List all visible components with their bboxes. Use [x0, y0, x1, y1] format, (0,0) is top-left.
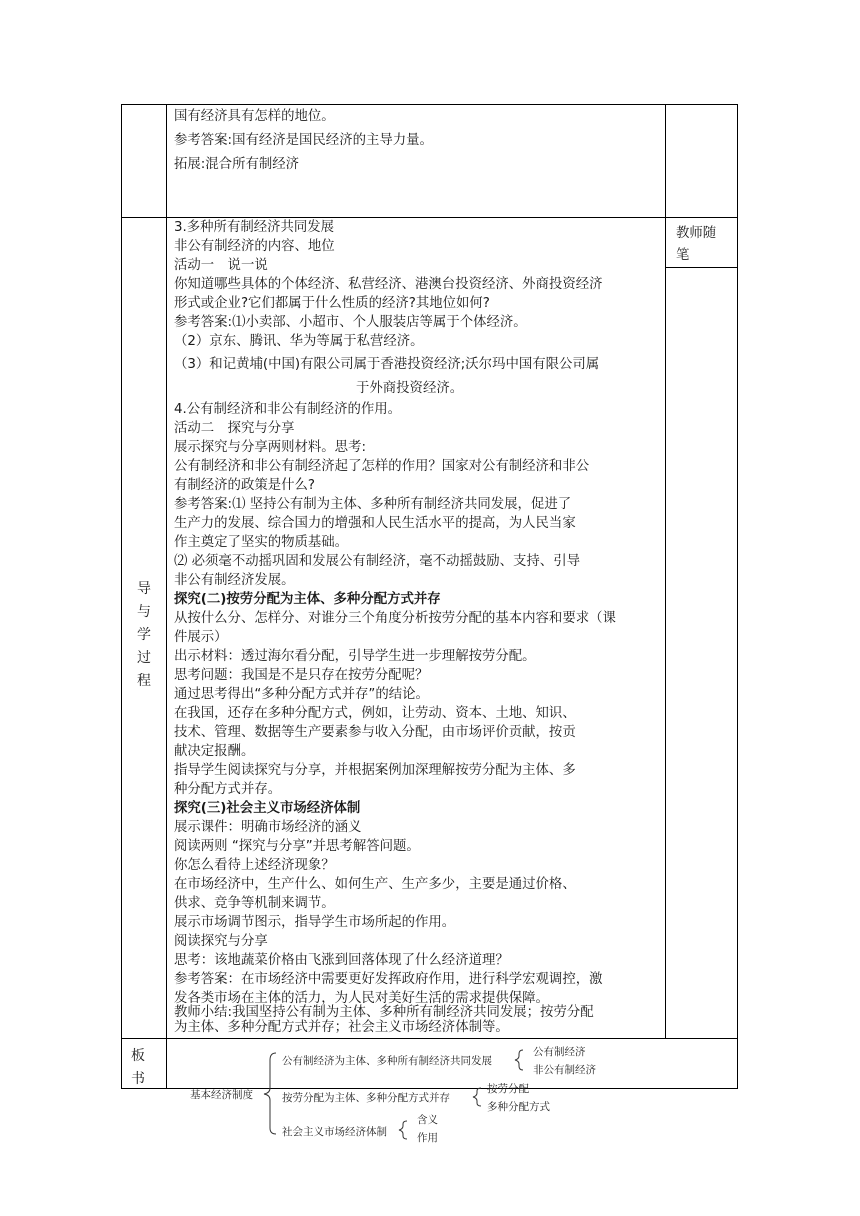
side-label-char: 导 — [137, 581, 151, 597]
row1-line: 国有经济具有怎样的地位。 — [174, 109, 335, 124]
section-heading: 探究(三)社会主义市场经济体制 — [174, 801, 361, 816]
lesson-line: 阅读两则 “探究与分享”并思考解答问题。 — [174, 839, 420, 854]
lesson-line: 展示探究与分享两则材料。思考: — [174, 440, 366, 455]
lesson-line: 生产力的发展、综合国力的增强和人民生活水平的提高，为人民当家 — [174, 516, 576, 531]
board-item: 含义 — [417, 1114, 438, 1126]
lesson-line: ⑵ 必须毫不动摇巩固和发展公有制经济，毫不动摇鼓励、支持、引导 — [174, 554, 580, 569]
lesson-line: 活动二 探究与分享 — [174, 421, 295, 436]
board-branch: 社会主义市场经济体制 — [282, 1126, 387, 1138]
lesson-line: 公有制经济和非公有制经济起了怎样的作用？国家对公有制经济和非公 — [174, 459, 590, 474]
teacher-notes-label: 教师随 — [676, 226, 717, 241]
lesson-line: 从按什么分、怎样分、对谁分三个角度分析按劳分配的基本内容和要求（课 — [174, 611, 616, 626]
lesson-line: 4.公有制经济和非公有制经济的作用。 — [174, 402, 402, 417]
lesson-line: 思考问题：我国是不是只存在按劳分配呢？ — [174, 668, 429, 683]
lesson-line: 活动一 说一说 — [174, 258, 268, 273]
lesson-line: 非公有制经济发展。 — [174, 573, 295, 588]
lesson-line: 参考答案:⑴小卖部、小超市、个人服装店等属于个体经济。 — [174, 315, 527, 330]
board-item: 非公有制经济 — [533, 1064, 596, 1076]
board-item: 多种分配方式 — [487, 1101, 550, 1113]
lesson-line: 通过思考得出“多种分配方式并存”的结论。 — [174, 687, 429, 702]
lesson-line: 展示市场调节图示，指导学生市场所起的作用。 — [174, 915, 456, 930]
lesson-line: 在我国，还存在多种分配方式，例如，让劳动、资本、土地、知识、 — [174, 706, 576, 721]
side-label-char: 学 — [137, 627, 151, 643]
lesson-line: 为主体、多种分配方式并存；社会主义市场经济体制等。 — [174, 1020, 509, 1035]
lesson-line: 参考答案：在市场经济中需要更好发挥政府作用，进行科学宏观调控，激 — [174, 972, 603, 987]
lesson-line: 你怎么看待上述经济现象？ — [174, 858, 335, 873]
row1-line: 参考答案:国有经济是国民经济的主导力量。 — [174, 133, 433, 148]
lesson-line: 有制经济的政策是什么? — [174, 478, 316, 493]
teacher-notes-label: 笔 — [676, 248, 690, 263]
lesson-line: 在市场经济中，生产什么、如何生产、生产多少，主要是通过价格、 — [174, 877, 576, 892]
board-item: 公有制经济 — [533, 1046, 586, 1058]
board-branch: 公有制经济为主体、多种所有制经济共同发展 — [282, 1055, 492, 1067]
lesson-line: 作主奠定了坚实的物质基础。 — [174, 535, 349, 550]
lesson-line: 思考：该地蔬菜价格由飞涨到回落体现了什么经济道理？ — [174, 953, 509, 968]
section-heading: 探究(二)按劳分配为主体、多种分配方式并存 — [174, 592, 441, 607]
lesson-line: 献决定报酬。 — [174, 744, 255, 759]
lesson-line: 发各类市场在主体的活力，为人民对美好生活的需求提供保障。 — [174, 991, 549, 1006]
board-branch: 按劳分配为主体、多种分配方式并存 — [282, 1092, 450, 1104]
board-root: 基本经济制度 — [190, 1089, 253, 1101]
lesson-line: 种分配方式并存。 — [174, 782, 282, 797]
board-label-char: 板 — [131, 1048, 145, 1064]
board-label-char: 书 — [131, 1071, 145, 1087]
lesson-line: 参考答案:⑴ 坚持公有制为主体、多种所有制经济共同发展，促进了 — [174, 497, 572, 512]
board-item: 按劳分配 — [487, 1083, 529, 1095]
lesson-line: 出示材料：透过海尔看分配，引导学生进一步理解按劳分配。 — [174, 649, 536, 664]
lesson-line: 供求、竞争等机制来调节。 — [174, 896, 335, 911]
side-label-char: 程 — [137, 673, 151, 689]
lesson-line: 阅读探究与分享 — [174, 934, 268, 949]
side-label-char: 过 — [137, 650, 151, 666]
side-label-char: 与 — [137, 604, 151, 620]
lesson-line: （2）京东、腾讯、华为等属于私营经济。 — [174, 334, 424, 349]
lesson-line: 非公有制经济的内容、地位 — [174, 239, 335, 254]
lesson-line: 教师小结:我国坚持公有制为主体、多种所有制经济共同发展；按劳分配 — [174, 1005, 594, 1020]
lesson-line: （3）和记黄埔(中国)有限公司属于香港投资经济;沃尔玛中国有限公司属 — [174, 357, 600, 372]
lesson-line: 你知道哪些具体的个体经济、私营经济、港澳台投资经济、外商投资经济 — [174, 277, 603, 292]
lesson-line: 件展示） — [174, 630, 228, 645]
lesson-line: 指导学生阅读探究与分享，并根据案例加深理解按劳分配为主体、多 — [174, 763, 576, 778]
row1-line: 拓展:混合所有制经济 — [174, 157, 300, 172]
lesson-line: 形式或企业?它们都属于什么性质的经济?其地位如何? — [174, 296, 490, 311]
lesson-line: 于外商投资经济。 — [356, 381, 464, 396]
lesson-line: 3.多种所有制经济共同发展 — [174, 220, 335, 235]
lesson-line: 展示课件：明确市场经济的涵义 — [174, 820, 362, 835]
lesson-line: 技术、管理、数据等生产要素参与收入分配，由市场评价贡献，按贡 — [174, 725, 576, 740]
board-item: 作用 — [417, 1132, 438, 1144]
